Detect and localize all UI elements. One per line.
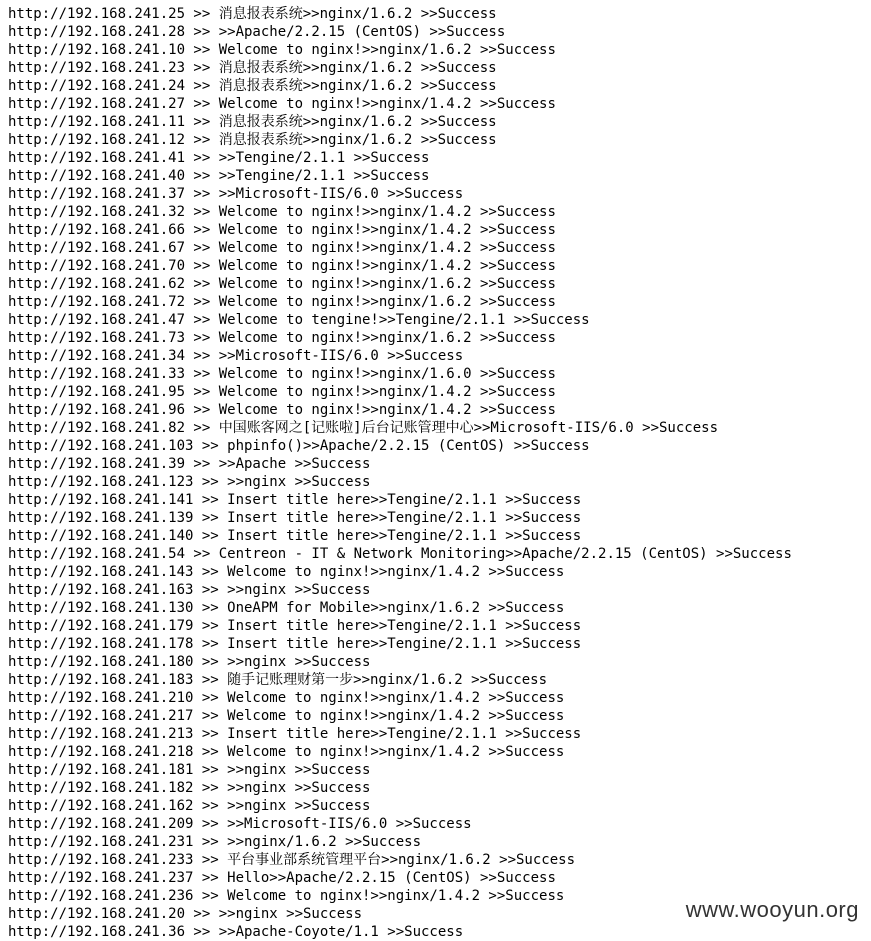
console-line: http://192.168.241.210 >> Welcome to nginx!>>nginx/1.4.2 >>Success — [8, 690, 565, 706]
console-line: http://192.168.241.163 >> >>nginx >>Success — [8, 582, 371, 598]
console-line: http://192.168.241.27 >> Welcome to nginx!>>nginx/1.4.2 >>Success — [8, 96, 556, 112]
console-line: http://192.168.241.162 >> >>nginx >>Success — [8, 798, 371, 814]
console-line: http://192.168.241.213 >> Insert title here>>Tengine/2.1.1 >>Success — [8, 726, 582, 742]
console-line: http://192.168.241.72 >> Welcome to nginx!>>nginx/1.6.2 >>Success — [8, 294, 556, 310]
console-line: http://192.168.241.140 >> Insert title here>>Tengine/2.1.1 >>Success — [8, 528, 582, 544]
console-line: http://192.168.241.182 >> >>nginx >>Success — [8, 780, 371, 796]
console-line: http://192.168.241.218 >> Welcome to nginx!>>nginx/1.4.2 >>Success — [8, 744, 565, 760]
console-line: http://192.168.241.41 >> >>Tengine/2.1.1 >>Success — [8, 150, 430, 166]
console-output — [8, 5, 868, 941]
console-line: http://192.168.241.62 >> Welcome to nginx!>>nginx/1.6.2 >>Success — [8, 276, 556, 292]
console-line: http://192.168.241.209 >> >>Microsoft-IIS/6.0 >>Success — [8, 816, 472, 832]
console-line: http://192.168.241.12 >> 消息报表系统>>nginx/1.6.2 >>Success — [8, 132, 497, 148]
console-line: http://192.168.241.70 >> Welcome to nginx!>>nginx/1.4.2 >>Success — [8, 258, 556, 274]
console-line: http://192.168.241.32 >> Welcome to nginx!>>nginx/1.4.2 >>Success — [8, 204, 556, 220]
console-line: http://192.168.241.178 >> Insert title here>>Tengine/2.1.1 >>Success — [8, 636, 582, 652]
console-line: http://192.168.241.11 >> 消息报表系统>>nginx/1.6.2 >>Success — [8, 114, 497, 130]
console-line: http://192.168.241.25 >> 消息报表系统>>nginx/1.6.2 >>Success — [8, 6, 497, 22]
console-line: http://192.168.241.217 >> Welcome to nginx!>>nginx/1.4.2 >>Success — [8, 708, 565, 724]
console-line: http://192.168.241.47 >> Welcome to tengine!>>Tengine/2.1.1 >>Success — [8, 312, 590, 328]
console-line: http://192.168.241.180 >> >>nginx >>Success — [8, 654, 371, 670]
console-line: http://192.168.241.33 >> Welcome to nginx!>>nginx/1.6.0 >>Success — [8, 366, 556, 382]
console-line: http://192.168.241.82 >> 中国账客网之[记账啦]后台记账管理中心>>Microsoft-IIS/6.0 >>Success — [8, 420, 719, 436]
console-line: http://192.168.241.123 >> >>nginx >>Success — [8, 474, 371, 490]
console-line: http://192.168.241.141 >> Insert title here>>Tengine/2.1.1 >>Success — [8, 492, 582, 508]
console-line: http://192.168.241.28 >> >>Apache/2.2.15 (CentOS) >>Success — [8, 24, 506, 40]
console-line: http://192.168.241.233 >> 平台事业部系统管理平台>>nginx/1.6.2 >>Success — [8, 852, 576, 868]
console-line: http://192.168.241.231 >> >>nginx/1.6.2 >>Success — [8, 834, 422, 850]
console-line: http://192.168.241.67 >> Welcome to nginx!>>nginx/1.4.2 >>Success — [8, 240, 556, 256]
console-line: http://192.168.241.130 >> OneAPM for Mobile>>nginx/1.6.2 >>Success — [8, 600, 565, 616]
console-line: http://192.168.241.96 >> Welcome to nginx!>>nginx/1.4.2 >>Success — [8, 402, 556, 418]
watermark-text: www.wooyun.org — [685, 897, 859, 922]
console-line: http://192.168.241.73 >> Welcome to nginx!>>nginx/1.6.2 >>Success — [8, 330, 556, 346]
console-line: http://192.168.241.237 >> Hello>>Apache/2.2.15 (CentOS) >>Success — [8, 870, 556, 886]
console-line: http://192.168.241.179 >> Insert title here>>Tengine/2.1.1 >>Success — [8, 618, 582, 634]
console-line: http://192.168.241.24 >> 消息报表系统>>nginx/1.6.2 >>Success — [8, 78, 497, 94]
console-line: http://192.168.241.139 >> Insert title here>>Tengine/2.1.1 >>Success — [8, 510, 582, 526]
console-line: http://192.168.241.39 >> >>Apache >>Success — [8, 456, 371, 472]
console-line: http://192.168.241.143 >> Welcome to nginx!>>nginx/1.4.2 >>Success — [8, 564, 565, 580]
console-line: http://192.168.241.34 >> >>Microsoft-IIS/6.0 >>Success — [8, 348, 464, 364]
console-line: http://192.168.241.66 >> Welcome to nginx!>>nginx/1.4.2 >>Success — [8, 222, 556, 238]
console-line: http://192.168.241.37 >> >>Microsoft-IIS/6.0 >>Success — [8, 186, 464, 202]
console-line: http://192.168.241.20 >> >>nginx >>Success — [8, 906, 363, 922]
console-line: http://192.168.241.54 >> Centreon - IT & Network Monitoring>>Apache/2.2.15 (CentOS) >>Success — [8, 546, 792, 562]
console-line: http://192.168.241.40 >> >>Tengine/2.1.1 >>Success — [8, 168, 430, 184]
console-line: http://192.168.241.183 >> 随手记账理财第一步>>nginx/1.6.2 >>Success — [8, 672, 548, 688]
console-line: http://192.168.241.103 >> phpinfo()>>Apache/2.2.15 (CentOS) >>Success — [8, 438, 590, 454]
console-line: http://192.168.241.181 >> >>nginx >>Success — [8, 762, 371, 778]
console-line: http://192.168.241.236 >> Welcome to nginx!>>nginx/1.4.2 >>Success — [8, 888, 565, 904]
console-line: http://192.168.241.36 >> >>Apache-Coyote/1.1 >>Success — [8, 924, 464, 940]
console-line: http://192.168.241.10 >> Welcome to nginx!>>nginx/1.6.2 >>Success — [8, 42, 556, 58]
console-line: http://192.168.241.23 >> 消息报表系统>>nginx/1.6.2 >>Success — [8, 60, 497, 76]
console-line: http://192.168.241.95 >> Welcome to nginx!>>nginx/1.4.2 >>Success — [8, 384, 556, 400]
